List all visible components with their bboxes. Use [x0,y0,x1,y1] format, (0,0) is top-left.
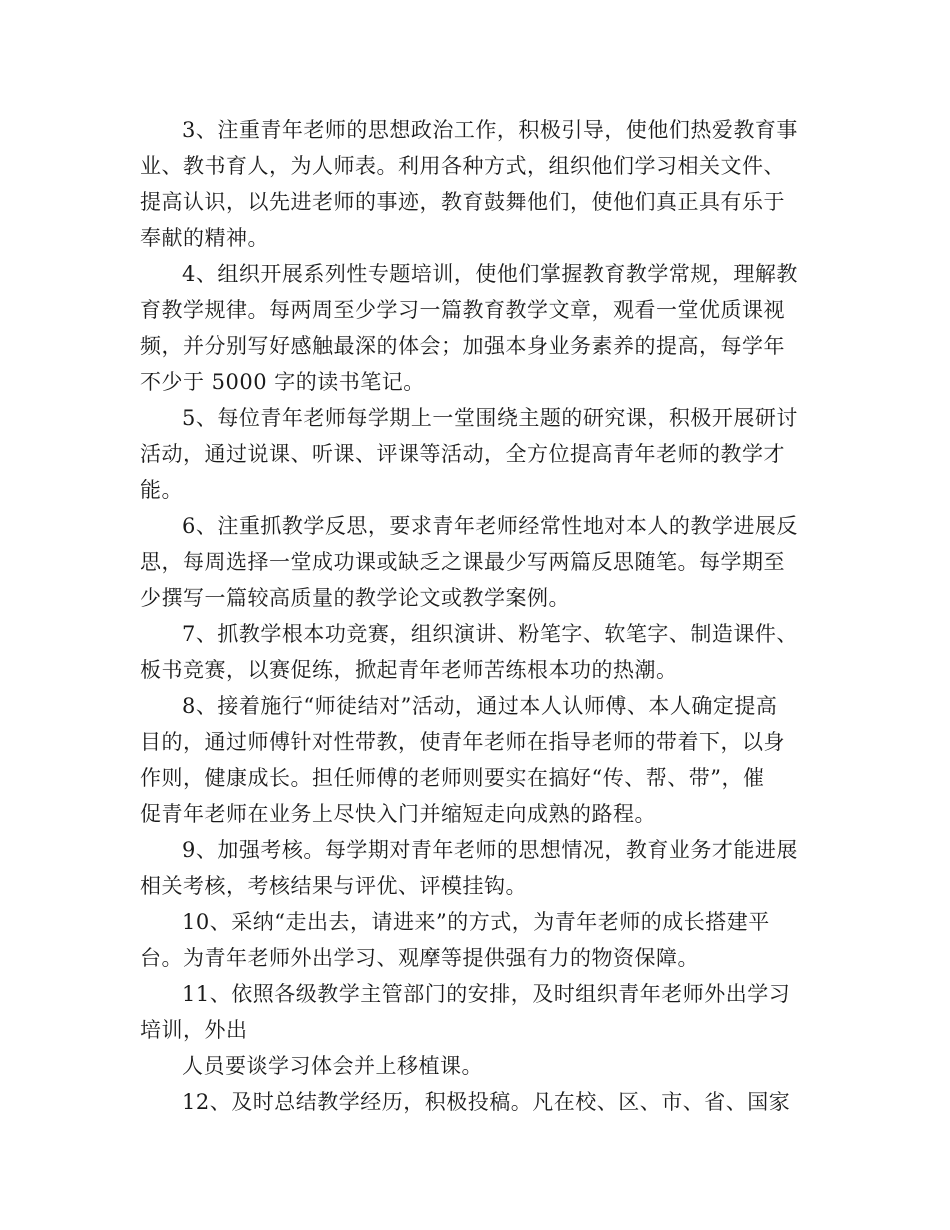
text-line: 作则，健康成长。担任师傅的老师则要实在搞好“传、帮、带”，催 [140,766,765,790]
text-line: 少撰写一篇较高质量的教学论文或教学案例。 [140,586,570,610]
text-line: 培训，外出 [140,1018,248,1042]
text-line: 7、抓教学根本功竞赛，组织演讲、粉笔字、软笔字、制造课件、 [182,622,798,646]
paragraph-11 [140,976,815,1048]
paragraph-3 [140,112,815,256]
paragraph-11-continued [140,1048,815,1084]
text-line: 5、每位青年老师每学期上一堂围绕主题的研究课，积极开展研讨 [182,406,798,430]
text-line: 活动，通过说课、听课、评课等活动，全方位提高青年老师的教学才 [140,442,785,466]
text-line: 12、及时总结教学经历，积极投稿。凡在校、区、市、省、国家 [182,1090,791,1114]
paragraph-12 [140,1084,815,1120]
paragraph-4 [140,256,815,400]
text-line: 频，并分别写好感触最深的体会；加强本身业务素养的提高，每学年 [140,334,785,358]
text-line: 台。为青年老师外出学习、观摩等提供强有力的物资保障。 [140,946,699,970]
text-line: 奉献的精神。 [140,226,269,250]
text-line: 11、依照各级教学主管部门的安排，及时组织青年老师外出学习 [182,982,791,1006]
paragraph-10 [140,904,815,976]
text-line: 相关考核，考核结果与评优、评模挂钩。 [140,874,527,898]
text-line: 9、加强考核。每学期对青年老师的思想情况，教育业务才能进展 [182,838,798,862]
text-line: 10、采纳“走出去，请进来”的方式，为青年老师的成长搭建平 [182,910,770,934]
text-line: 不少于 5000 字的读书笔记。 [140,370,425,394]
text-line: 能。 [140,478,183,502]
text-line: 3、注重青年老师的思想政治工作，积极引导，使他们热爱教育事 [182,118,798,142]
paragraph-6 [140,508,815,616]
paragraph-5 [140,400,815,508]
text-line: 目的，通过师傅针对性带教，使青年老师在指导老师的带着下，以身 [140,730,785,754]
paragraph-9 [140,832,815,904]
text-line: 促青年老师在业务上尽快入门并缩短走向成熟的路程。 [140,802,656,826]
text-line: 4、组织开展系列性专题培训，使他们掌握教育教学常规，理解教 [182,262,798,286]
text-line: 思，每周选择一堂成功课或缺乏之课最少写两篇反思随笔。每学期至 [140,550,785,574]
text-line: 育教学规律。每两周至少学习一篇教育教学文章，观看一堂优质课视 [140,298,785,322]
text-line: 8、接着施行“师徒结对”活动，通过本人认师傅、本人确定提高 [182,694,778,718]
paragraph-7 [140,616,815,688]
text-line: 人员要谈学习体会并上移植课。 [182,1054,483,1078]
text-line: 业、教书育人，为人师表。利用各种方式，组织他们学习相关文件、 [140,154,785,178]
text-line: 提高认识，以先进老师的事迹，教育鼓舞他们，使他们真正具有乐于 [140,190,785,214]
text-line: 板书竞赛，以赛促练，掀起青年老师苦练根本功的热潮。 [140,658,678,682]
paragraph-8 [140,688,815,832]
text-line: 6、注重抓教学反思，要求青年老师经常性地对本人的教学进展反 [182,514,798,538]
document-body [140,112,815,1120]
